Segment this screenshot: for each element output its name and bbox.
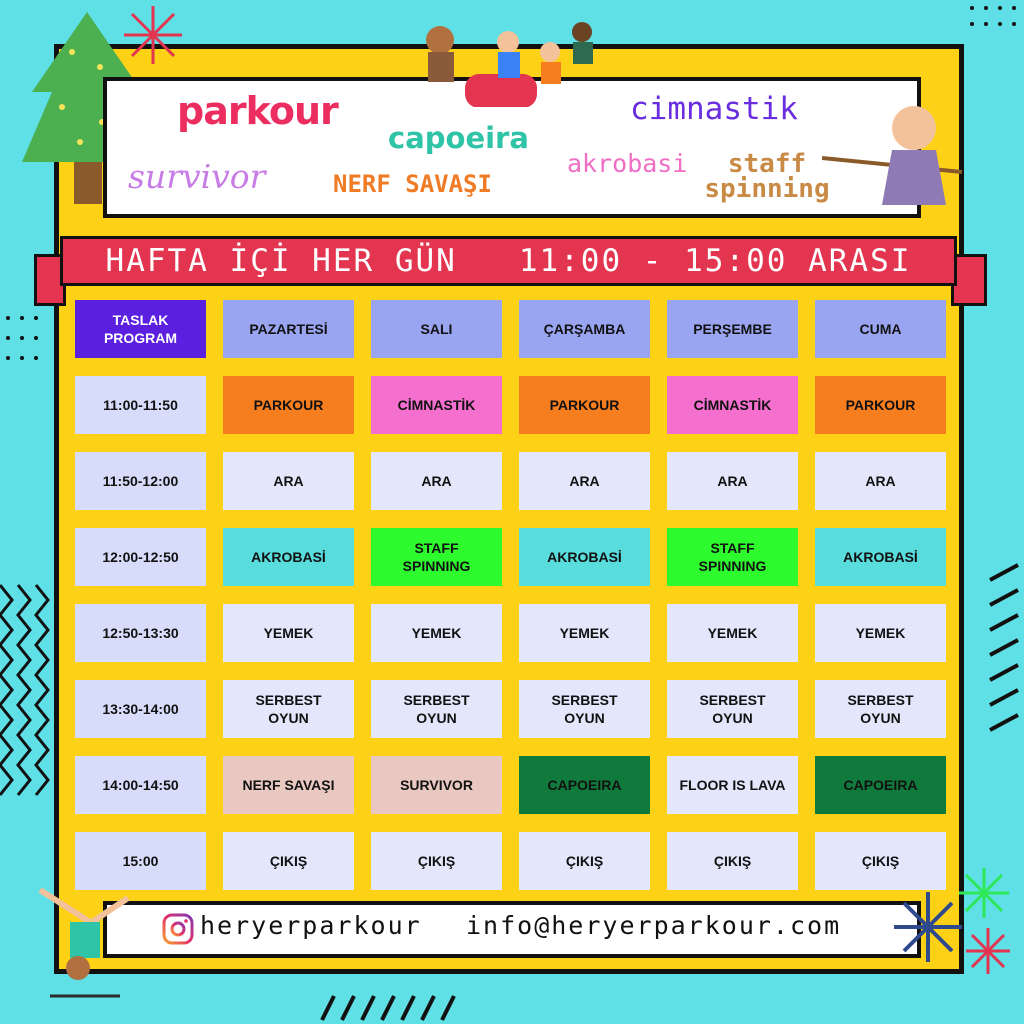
activity-cell: ARA [519,452,650,510]
kids-illustration [410,12,610,107]
activity-survivor: survivor [128,157,266,196]
activity-cell: ARA [223,452,354,510]
day-header: ÇARŞAMBA [519,300,650,358]
time-slot: 11:50-12:00 [75,452,206,510]
activity-cell: ÇIKIŞ [667,832,798,890]
activity-nerf-savasi: NERF SAVAŞI [333,170,492,198]
activity-cell: ARA [667,452,798,510]
activity-cell: CAPOEIRA [519,756,650,814]
day-header: PAZARTESİ [223,300,354,358]
monk-illustration [822,100,962,210]
slash-pattern-bottom [322,996,454,1020]
activity-cell: SERBEST OYUN [371,680,502,738]
instagram-icon [162,913,194,945]
activity-cell: ARA [815,452,946,510]
time-slot: 13:30-14:00 [75,680,206,738]
activity-cell: SERBEST OYUN [223,680,354,738]
activity-cell: PARKOUR [519,376,650,434]
activity-cell: YEMEK [519,604,650,662]
activity-cell: SERBEST OYUN [667,680,798,738]
activity-cell: ÇIKIŞ [371,832,502,890]
activity-parkour: parkour [177,89,338,133]
instagram-handle[interactable]: heryerparkour [200,911,422,940]
snowflake-icon [122,4,184,66]
day-header: CUMA [815,300,946,358]
time-slot: 15:00 [75,832,206,890]
schedule-ribbon: HAFTA İÇİ HER GÜN 11:00 - 15:00 ARASI [60,236,957,286]
time-slot: 12:50-13:30 [75,604,206,662]
activity-capoeira: capoeira [388,121,529,155]
table-corner-label: TASLAK PROGRAM [75,300,206,358]
day-header: SALI [371,300,502,358]
activity-cell: STAFF SPINNING [667,528,798,586]
time-slot: 14:00-14:50 [75,756,206,814]
dot-pattern-top [970,6,1016,26]
activity-cell: CİMNASTİK [667,376,798,434]
activity-staff-spinning: staff spinning [704,149,830,204]
activity-cell: SERBEST OYUN [815,680,946,738]
day-header: PERŞEMBE [667,300,798,358]
activity-cell: ÇIKIŞ [519,832,650,890]
activity-cell: ÇIKIŞ [815,832,946,890]
activity-cimnastik: cimnastik [630,91,798,127]
activity-cell: YEMEK [223,604,354,662]
activity-akrobasi: akrobasi [567,149,688,178]
stripe-pattern-right [990,565,1018,730]
activity-cell: AKROBASİ [223,528,354,586]
activity-cell: SURVIVOR [371,756,502,814]
activity-cell: SERBEST OYUN [519,680,650,738]
activity-cell: PARKOUR [815,376,946,434]
time-slot: 11:00-11:50 [75,376,206,434]
activity-cell: ARA [371,452,502,510]
activity-cell: CAPOEIRA [815,756,946,814]
activity-cell: YEMEK [371,604,502,662]
email-link[interactable]: info@heryerparkour.com [466,911,842,940]
zigzag-pattern [0,585,48,795]
activity-cell: PARKOUR [223,376,354,434]
activity-cell: FLOOR IS LAVA [667,756,798,814]
breakdancer-illustration [30,886,130,1006]
time-slot: 12:00-12:50 [75,528,206,586]
activity-cell: AKROBASİ [519,528,650,586]
dot-pattern-left [6,316,38,360]
activity-cell: YEMEK [815,604,946,662]
activity-cell: CİMNASTİK [371,376,502,434]
activity-cell: STAFF SPINNING [371,528,502,586]
snowflakes-icon [894,864,1024,974]
activity-cell: AKROBASİ [815,528,946,586]
activity-cell: ÇIKIŞ [223,832,354,890]
activity-cell: NERF SAVAŞI [223,756,354,814]
activity-cell: YEMEK [667,604,798,662]
